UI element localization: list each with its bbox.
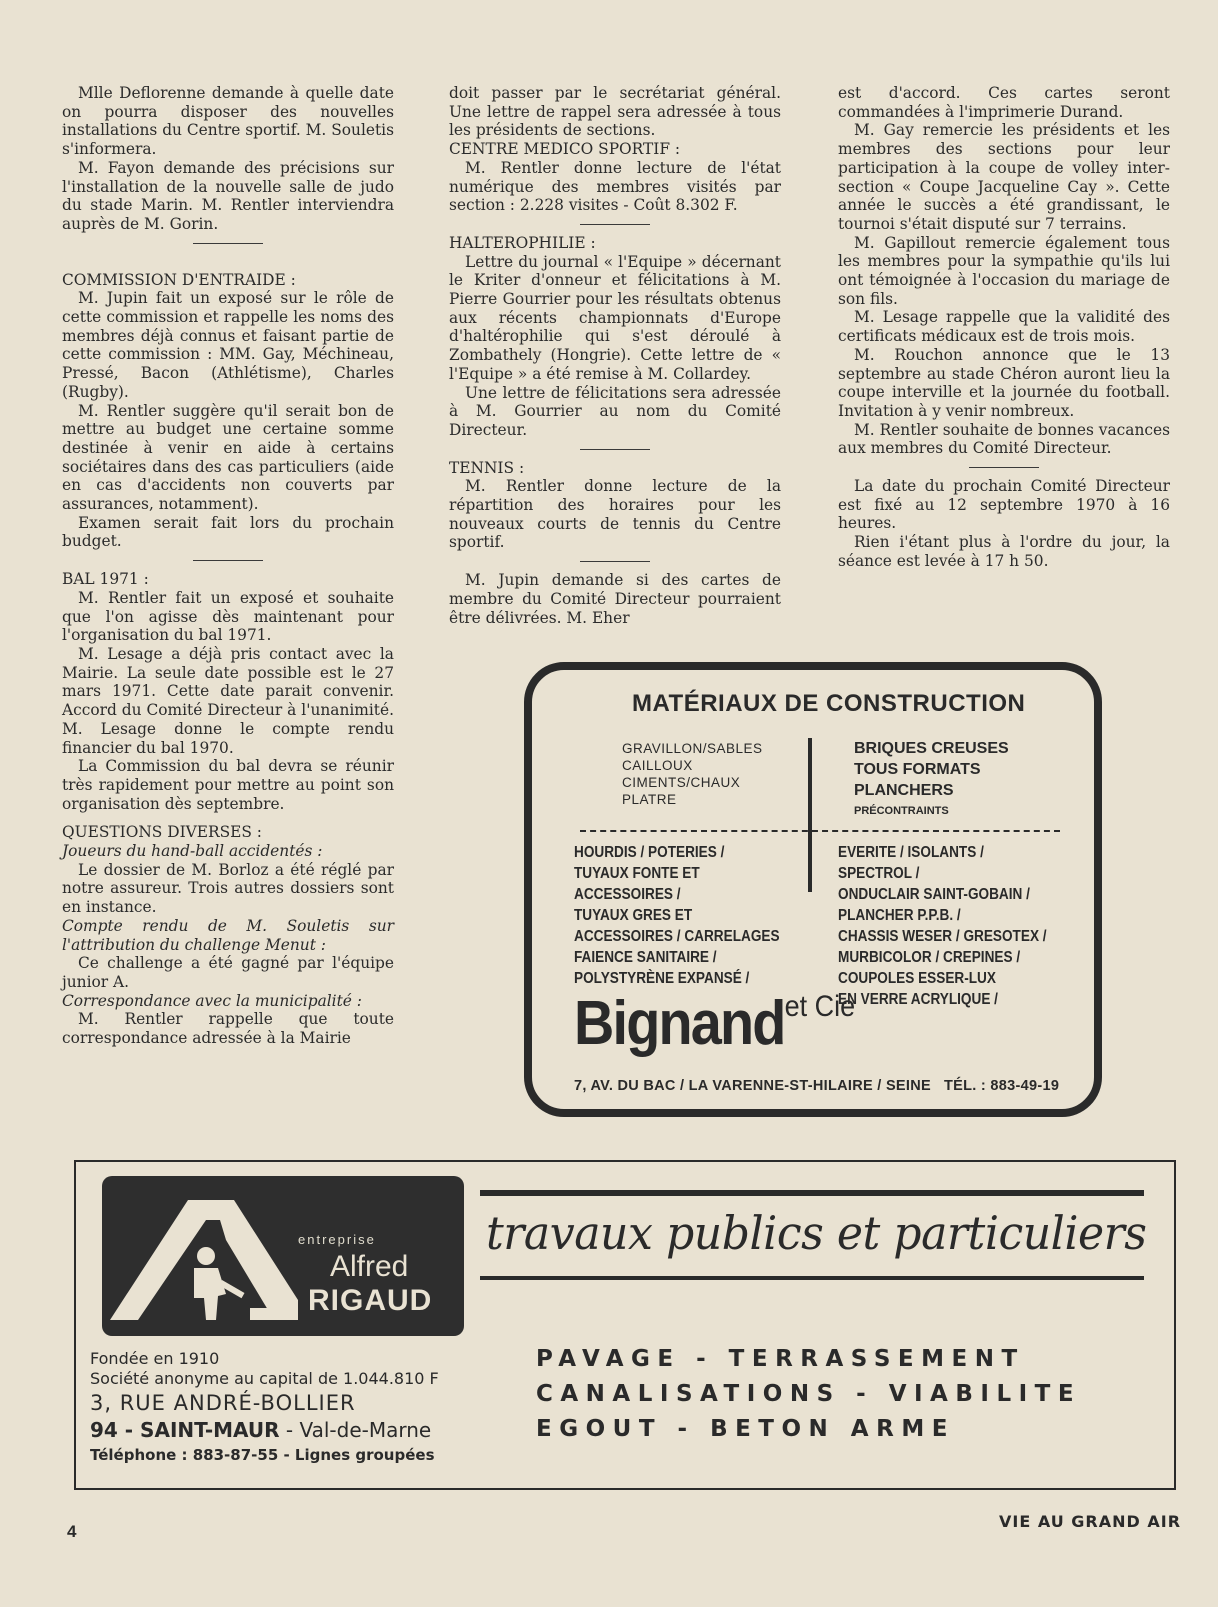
- product-item: PLANCHER P.P.B. /: [838, 907, 961, 924]
- logo-firstname-text: Alfred: [330, 1250, 409, 1283]
- separator: [580, 561, 650, 562]
- paragraph: Mlle Deflorenne demande à quelle date on pourra disposer des nouvelles installations du Centre sportif. M. Souletis s'informera.: [62, 84, 394, 159]
- paragraph: M. Rentler fait un exposé et souhaite que l'on agisse dès maintenant pour l'organisation du bal 1971.: [62, 588, 394, 645]
- product-item: TUYAUX GRES ET: [574, 907, 693, 924]
- paragraph: Ce challenge a été gagné par l'équipe junior A.: [62, 954, 394, 991]
- paragraph: Le dossier de M. Borloz a été réglé par notre assureur. Trois autres dossiers sont en instance.: [62, 860, 394, 917]
- paragraph: M. Rentler souhaite de bonnes vacances aux membres du Comité Directeur.: [838, 420, 1170, 458]
- subheading: Joueurs du hand-ball accidentés :: [62, 842, 323, 861]
- product-list-top-right: [854, 738, 1009, 822]
- section-heading: HALTEROPHILIE :: [449, 233, 596, 252]
- paragraph: M. Rouchon annonce que le 13 septembre au stade Chéron auront lieu la coupe interville et la journée du football. Invitation à y venir nombreux.: [838, 345, 1170, 420]
- product-item: HOURDIS / POTERIES /: [574, 844, 725, 861]
- product-item: CHASSIS WESER / GRESOTEX /: [838, 928, 1047, 945]
- paragraph: M. Lesage a déjà pris contact avec la Mairie. La seule date possible est le 27 mars 1971. Cette date parait convenir. Accord du Comité Directeur à l'unanimité. M. Lesage donne le compte rendu financier du bal 1970.: [62, 644, 394, 757]
- product-item: PLANCHERS: [854, 782, 954, 799]
- product-item: PRÉCONTRAINTS: [854, 805, 949, 817]
- article-column-2: [449, 84, 781, 627]
- product-item: EN VERRE ACRYLIQUE /: [838, 991, 998, 1008]
- product-item: GRAVILLON/SABLES: [622, 741, 763, 756]
- bignand-logo: [574, 988, 855, 1059]
- paragraph: M. Jupin fait un exposé sur le rôle de cette commission et rappelle les noms des membres déjà connus et faisant partie de cette commission : MM. Gay, Méchineau, Pressé, Bacon (Athlétisme), Charles (Rugby).: [62, 289, 394, 401]
- paragraph: Examen serait fait lors du prochain budget.: [62, 513, 394, 551]
- product-item: CAILLOUX: [622, 758, 693, 773]
- paragraph: M. Rentler donne lecture de l'état numérique des membres visités par section : 2.228 visites - Coût 8.302 F.: [449, 158, 781, 215]
- ad-address: [574, 1078, 1059, 1094]
- logo-enterprise-text: entreprise: [298, 1232, 376, 1247]
- section-heading: CENTRE MEDICO SPORTIF :: [449, 140, 681, 159]
- product-item: FAIENCE SANITAIRE /: [574, 949, 717, 966]
- product-list-top-left: [622, 740, 763, 808]
- bottom-rule: [480, 1276, 1144, 1280]
- paragraph: M. Jupin demande si des cartes de membre du Comité Directeur pourraient être délivrées. M. Eher: [449, 571, 781, 627]
- separator: [193, 243, 263, 244]
- paragraph: La date du prochain Comité Directeur est fixé au 12 septembre 1970 à 16 heures.: [838, 477, 1170, 533]
- product-item: ONDUCLAIR SAINT-GOBAIN /: [838, 886, 1030, 903]
- separator: [580, 449, 650, 450]
- separator: [580, 224, 650, 225]
- paragraph: Rien i'étant plus à l'ordre du jour, la séance est levée à 17 h 50.: [838, 533, 1170, 570]
- vertical-divider: [808, 738, 812, 892]
- paragraph: Lettre du journal « l'Equipe » décernant le Kriter d'onneur et félicitations à M. Pierre Gourrier pour les résultats obtenus aux récents championnats d'Europe d'haltérophilie qui s'est déroulé à Zombathely (Hongrie). Cette lettre de « l'Equipe » a été remise à M. Collardey.: [449, 252, 781, 383]
- ad-rigaud: [74, 1160, 1176, 1490]
- section-heading: COMMISSION D'ENTRAIDE :: [62, 270, 296, 289]
- city-text: 94 - SAINT-MAUR: [90, 1418, 280, 1442]
- worker-logo-icon: [110, 1190, 300, 1325]
- services-list: [536, 1342, 1081, 1447]
- ad-bignand: [524, 662, 1102, 1117]
- service-item: EGOUT - BETON ARME: [536, 1416, 955, 1442]
- paragraph: M. Gay remercie les présidents et les membres des sections pour leur participation à la coupe de volley inter-section « Coupe Jacqueline Cay ». Cette année le succès a été grandissant, le tournoi s'était disputé sur 7 terrains.: [838, 121, 1170, 233]
- page-number: 4: [67, 1522, 77, 1541]
- product-item: ACCESSOIRES / CARRELAGES: [574, 928, 780, 945]
- product-item: PLATRE: [622, 792, 677, 807]
- paragraph: doit passer par le secrétariat général. Une lettre de rappel sera adressée à tous les présidents de sections.: [449, 84, 781, 140]
- brand-name: Bignand: [574, 989, 785, 1058]
- top-rule: [480, 1190, 1144, 1196]
- product-item: BRIQUES CREUSES: [854, 740, 1009, 757]
- paragraph: M. Rentler donne lecture de la répartition des horaires pour les nouveaux courts de tennis du Centre sportif.: [449, 477, 781, 552]
- article-column-1: [62, 84, 394, 1048]
- paragraph: M. Rentler rappelle que toute correspondance adressée à la Mairie: [62, 1010, 394, 1048]
- publication-name: VIE AU GRAND AIR: [999, 1512, 1182, 1531]
- paragraph: M. Lesage rappelle que la validité des certificats médicaux est de trois mois.: [838, 308, 1170, 346]
- article-column-3: [838, 84, 1170, 571]
- product-item: ACCESSOIRES /: [574, 886, 681, 903]
- product-list-bottom-right: [838, 842, 1056, 1010]
- phone-text: TÉL. : 883-49-19: [943, 1078, 1060, 1094]
- separator: [969, 467, 1039, 468]
- street-text: 3, RUE ANDRÉ-BOLLIER: [90, 1391, 356, 1415]
- subheading: Compte rendu de M. Souletis sur l'attribution du challenge Menut :: [62, 916, 394, 954]
- product-item: CIMENTS/CHAUX: [622, 775, 741, 790]
- separator: [193, 560, 263, 561]
- product-item: TUYAUX FONTE ET: [574, 865, 700, 882]
- founded-text: Fondée en 1910: [90, 1349, 220, 1368]
- address-text: 7, AV. DU BAC / LA VARENNE-ST-HILAIRE / SEINE: [574, 1078, 931, 1094]
- product-list-bottom-left: [574, 842, 780, 989]
- paragraph: La Commission du bal devra se réunir très rapidement pour mettre au point son organisation dès septembre.: [62, 757, 394, 813]
- paragraph: est d'accord. Ces cartes seront commandées à l'imprimerie Durand.: [838, 84, 1170, 121]
- section-heading: BAL 1971 :: [62, 570, 149, 589]
- paragraph: M. Fayon demande des précisions sur l'installation de la nouvelle salle de judo du stade Marin. M. Rentler interviendra auprès de M. Gorin.: [62, 158, 394, 233]
- ad-slogan: travaux publics et particuliers: [486, 1206, 1147, 1260]
- logo-lastname-text: RIGAUD: [308, 1284, 433, 1317]
- product-item: TOUS FORMATS: [854, 761, 981, 778]
- rigaud-logo: [102, 1176, 464, 1336]
- dashed-divider: [580, 830, 1060, 832]
- ad-title: MATÉRIAUX DE CONSTRUCTION: [632, 690, 1026, 717]
- product-item: COUPOLES ESSER-LUX: [838, 970, 996, 987]
- section-heading: QUESTIONS DIVERSES :: [62, 823, 262, 842]
- phone-text: Téléphone : 883-87-55 - Lignes groupées: [90, 1446, 435, 1464]
- service-item: CANALISATIONS - VIABILITE: [536, 1381, 1082, 1407]
- brand-suffix: et Cie: [784, 990, 856, 1023]
- paragraph: M. Gapillout remercie également tous les membres pour la sympathie qu'ils lui ont témoignée à l'occasion du mariage de son fils.: [838, 233, 1170, 308]
- product-item: POLYSTYRÈNE EXPANSÉ /: [574, 970, 750, 987]
- paragraph: Une lettre de félicitations sera adressée à M. Gourrier au nom du Comité Directeur.: [449, 383, 781, 439]
- section-heading: TENNIS :: [449, 458, 525, 477]
- paragraph: M. Rentler suggère qu'il serait bon de mettre au budget une certaine somme destinée à venir en aide à certains sociétaires dans des cas particuliers (aide en cas d'accidents non couverts par assurances, notamment).: [62, 401, 394, 514]
- company-info: [90, 1348, 439, 1466]
- service-item: PAVAGE - TERRASSEMENT: [536, 1346, 1025, 1372]
- product-item: EVERITE / ISOLANTS / SPECTROL /: [838, 844, 984, 882]
- region-text: - Val-de-Marne: [285, 1418, 432, 1442]
- subheading: Correspondance avec la municipalité :: [62, 991, 362, 1010]
- product-item: MURBICOLOR / CREPINES /: [838, 949, 1021, 966]
- company-text: Société anonyme au capital de 1.044.810 F: [90, 1369, 439, 1388]
